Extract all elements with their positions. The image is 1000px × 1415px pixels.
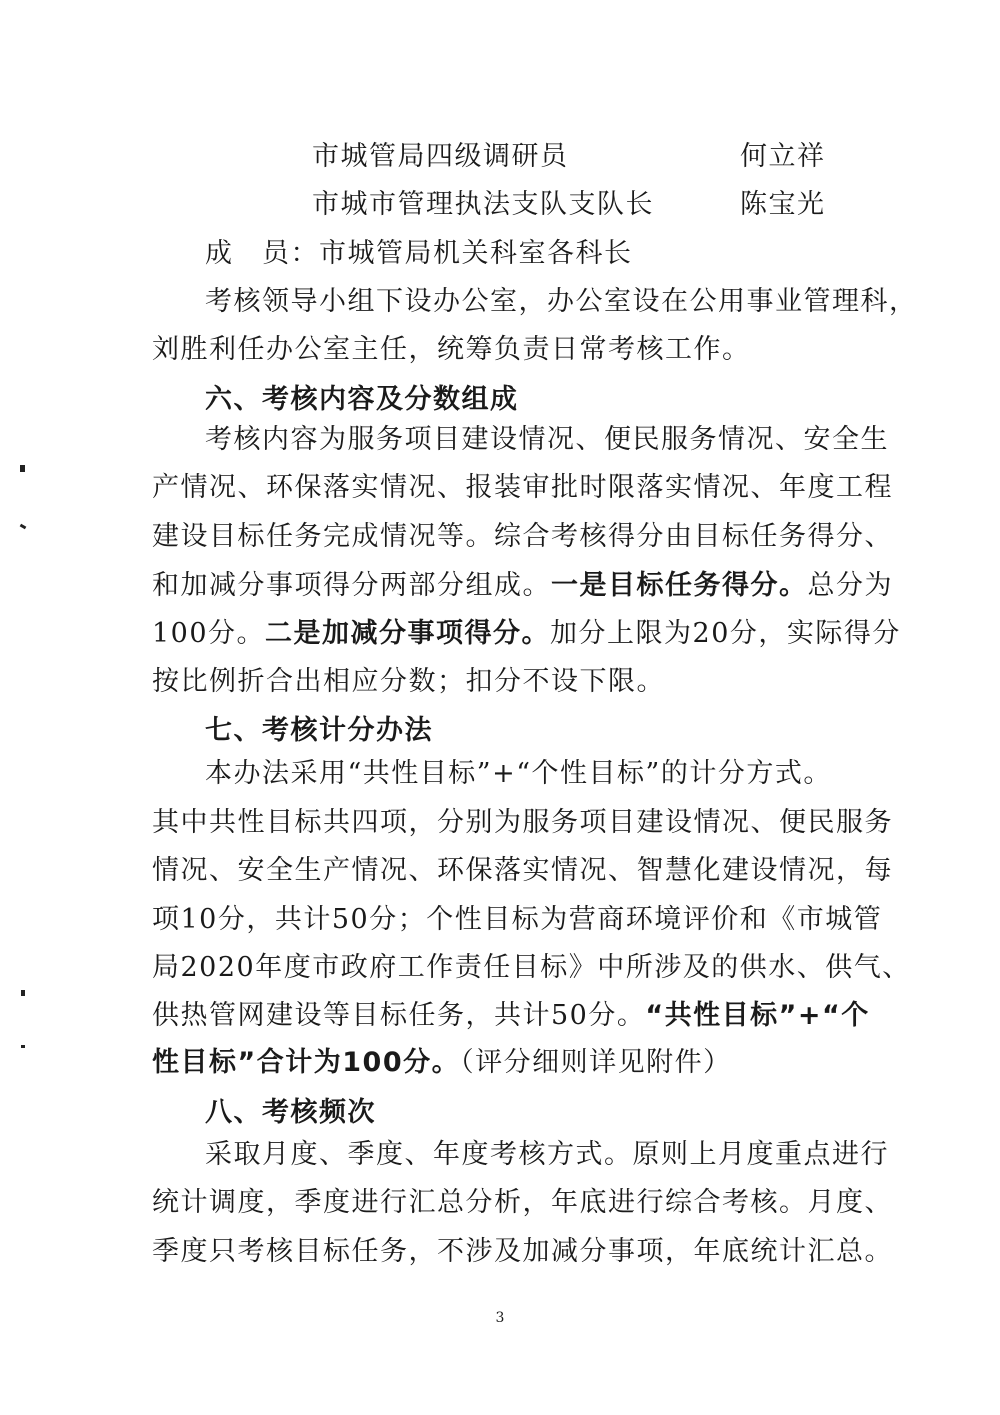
paragraph-line: 情况、安全生产情况、环保落实情况、智慧化建设情况，每 xyxy=(152,855,893,886)
paragraph-line xyxy=(152,566,893,606)
paragraph-line: 考核领导小组下设办公室，办公室设在公用事业管理科， xyxy=(205,286,918,317)
paragraph-line: 季度只考核目标任务，不涉及加减分事项，年底统计汇总。 xyxy=(152,1236,893,1267)
paragraph-line: 产情况、环保落实情况、报装审批时限落实情况、年度工程 xyxy=(152,472,893,503)
text-run: 和加减分事项得分两部分组成。 xyxy=(152,570,551,601)
paragraph-line: 按比例折合出相应分数；扣分不设下限。 xyxy=(152,666,665,697)
paragraph-line: 局2020年度市政府工作责任目标》中所涉及的供水、供气、 xyxy=(152,952,911,983)
scan-mark xyxy=(20,465,25,472)
paragraph-line: 采取月度、季度、年度考核方式。原则上月度重点进行 xyxy=(205,1139,889,1170)
text-run: （评分细则详见附件） xyxy=(460,1047,732,1078)
paragraph-line: 统计调度，季度进行汇总分析，年底进行综合考核。月度、 xyxy=(152,1187,893,1218)
section-heading: 七、考核计分办法 xyxy=(205,715,433,746)
member-name: 何立祥 xyxy=(740,141,826,172)
scan-mark xyxy=(21,990,25,996)
bold-text-run: 一是目标任务得分。 xyxy=(551,570,808,601)
paragraph-line: 本办法采用“共性目标”+“个性目标”的计分方式。 xyxy=(205,758,832,789)
member-name: 陈宝光 xyxy=(740,189,826,220)
paragraph-line: 考核内容为服务项目建设情况、便民服务情况、安全生 xyxy=(205,424,889,455)
paragraph-line: 刘胜利任办公室主任，统筹负责日常考核工作。 xyxy=(152,334,751,365)
text-run: 加分上限为20分，实际得分 xyxy=(550,618,901,649)
text-run: 总分为 xyxy=(807,570,893,601)
bold-text-run: “共性目标”+“个 xyxy=(645,1000,870,1031)
scan-mark xyxy=(21,1045,25,1048)
paragraph-line: 其中共性目标共四项，分别为服务项目建设情况、便民服务 xyxy=(152,807,893,838)
bold-text-run: 性目标”合计为100分。 xyxy=(152,1047,461,1078)
bold-text-run: 二是加减分事项得分。 xyxy=(265,618,551,649)
paragraph-line xyxy=(152,1043,852,1083)
text-run: 100分。 xyxy=(152,618,266,649)
member-title: 市城管局四级调研员 xyxy=(312,141,569,172)
page-number: 3 xyxy=(495,1310,505,1326)
paragraph-line: 建设目标任务完成情况等。综合考核得分由目标任务得分、 xyxy=(152,521,893,552)
text-run: 供热管网建设等目标任务，共计50分。 xyxy=(152,1000,646,1031)
section-heading: 六、考核内容及分数组成 xyxy=(205,384,519,415)
paragraph-line: 项10分，共计50分；个性目标为营商环境评价和《市城管 xyxy=(152,904,883,935)
section-heading: 八、考核频次 xyxy=(205,1097,376,1128)
member-title: 市城市管理执法支队支队长 xyxy=(312,189,654,220)
members-line: 成 员：市城管局机关科室各科长 xyxy=(205,238,633,269)
scan-mark xyxy=(20,524,27,530)
paragraph-line xyxy=(152,996,870,1036)
paragraph-line xyxy=(152,614,901,654)
